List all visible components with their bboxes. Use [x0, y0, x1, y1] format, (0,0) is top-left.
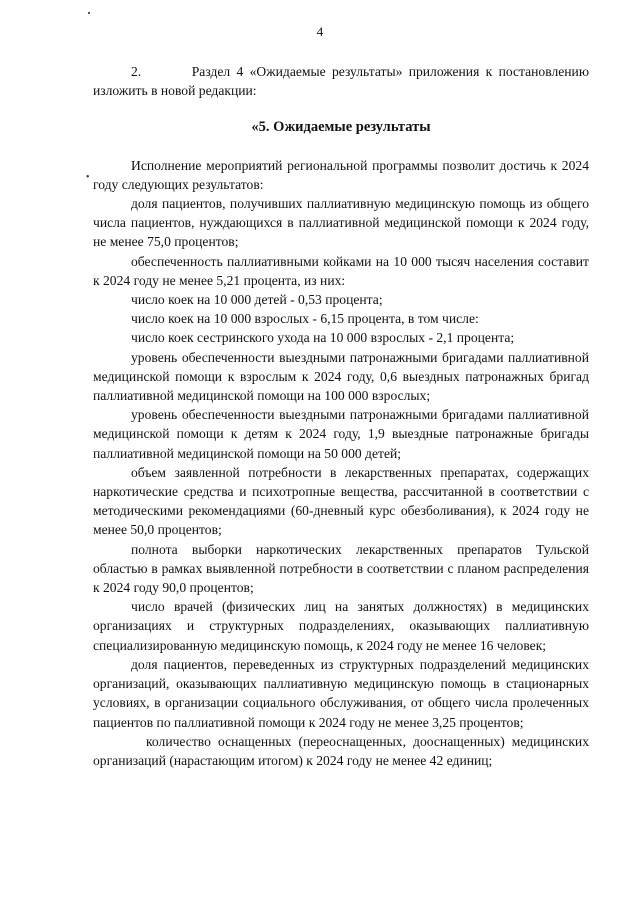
paragraph: доля пациентов, получивших паллиативную медицинскую помощь из общего числа пациентов, нуждающихся в паллиативной медицинской помощи к 2024 году, не менее 75,0 процентов;: [93, 196, 589, 250]
margin-mark: •: [86, 172, 90, 183]
paragraph: уровень обеспеченности выездными патронажными бригадами паллиативной медицинской помощи к детям к 2024 году, 1,9 выездные патронажные бригады паллиативной медицинской помощи на 50 000 детей;: [93, 407, 589, 461]
section-heading: «5. Ожидаемые результаты: [251, 119, 431, 136]
paragraph: число коек на 10 000 детей - 0,53 процента;: [131, 292, 383, 308]
paragraph: число врачей (физических лиц на занятых должностях) в медицинских организациях и структурных подразделениях, оказывающих паллиативную специализированную медицинскую помощь, к 2024 году не менее 16 человек;: [93, 599, 589, 653]
page-number: 4: [316, 24, 324, 39]
document-body: [93, 62, 589, 770]
paragraph: доля пациентов, переведенных из структурных подразделений медицинских организаций, оказывающих паллиативную медицинскую помощь в стационарных условиях, в организации социального обслуживания, от общего числа пролеченных пациентов по паллиативной помощи к 2024 году не менее 3,25 процентов;: [93, 656, 589, 730]
paragraph: количество оснащенных (переоснащенных, дооснащенных) медицинских организаций (нарастающим итогом) к 2024 году не менее 42 единиц;: [93, 733, 589, 768]
paragraph: полнота выборки наркотических лекарственных препаратов Тульской областью в рамках выявленной потребности в соответствии с планом распределения к 2024 году 90,0 процентов;: [93, 541, 589, 596]
paragraph: обеспеченность паллиативными койками на 10 000 тысяч населения составит к 2024 году не менее 5,21 процента, из них:: [93, 253, 589, 288]
paragraph: Исполнение мероприятий региональной программы позволит достичь к 2024 году следующих результатов:: [93, 157, 589, 192]
paragraph: уровень обеспеченности выездными патронажными бригадами паллиативной медицинской помощи к взрослым к 2024 году, 0,6 выездных патронажных бригад паллиативной медицинской помощи на 100 000 взрослых;: [93, 349, 589, 404]
paragraph: число коек на 10 000 взрослых - 6,15 процента, в том числе:: [131, 311, 479, 327]
intro-paragraph: 2. Раздел 4 «Ожидаемые результаты» приложения к постановлению изложить в новой редакции:: [93, 64, 589, 99]
paragraph: число коек сестринского ухода на 10 000 взрослых - 2,1 процента;: [131, 330, 515, 346]
paragraph: объем заявленной потребности в лекарственных препаратах, содержащих наркотические средства и психотропные вещества, рассчитанной в соответствии с методическими рекомендациями (60-дневный курс обезболивания), к 2024 году не менее 50,0 процентов;: [93, 464, 589, 538]
scan-speck: [88, 12, 90, 14]
